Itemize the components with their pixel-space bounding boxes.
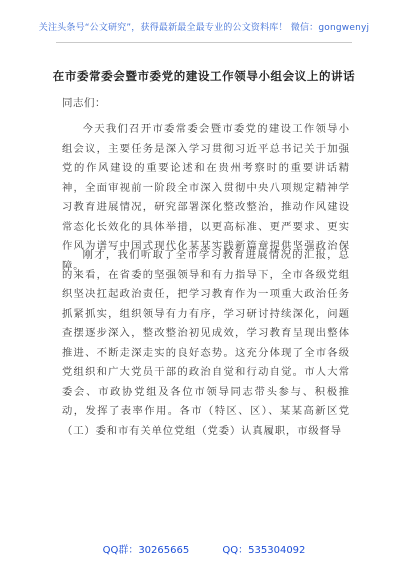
- header-banner: 关注头条号“公文研究”，获得最新最全最专业的公文资料库！ 微信：gongwenyj: [38, 23, 370, 33]
- header-divider: [56, 42, 352, 43]
- footer-qq: QQ：535304092: [222, 545, 306, 556]
- salutation: 同志们：: [62, 97, 106, 109]
- footer-qq-group: QQ群：30265665: [102, 545, 190, 556]
- document-title: 在市委常委会暨市委党的建设工作领导小组会议上的讲话: [52, 69, 356, 83]
- body-paragraph: 今天我们召开市委常委会暨市委党的建设工作领导小组会议，主要任务是深入学习贯彻习近平总书记关于加强党的作风建设的重要论述和在贵州考察时的重要讲话精神，全面审视前一阶段全市深入贯彻中央八项规定精神学习教育进展情况，研究部署深化整改整治，推动作风建设常态化长效化的具体举措，以更高标准、更严要求、更实作风为谱写中国式现代化某某实践新篇章提供坚强政治保障。: [62, 123, 350, 272]
- footer-contact: [0, 541, 408, 556]
- body-paragraph: 刚才，我们听取了全市学习教育进展情况的汇报，总的来看，在省委的坚强领导和有力指导下，全市各级党组织坚决扛起政治责任，把学习教育作为一项重大政治任务抓紧抓实，组织领导有力有序，学习研讨持续深化，问题查摆逐步深入，整改整治初见成效，学习教育呈现出整体推进、不断走深走实的良好态势。这充分体现了全市各级党组织和广大党员干部的政治自觉和行动自觉。市人大常委会、市政协党组及各位市领导同志带头参与、积极推动，发挥了表率作用。各市（特区、区）、某某高新区党（工）委和市有关单位党组（党委）认真履职，市级督导: [62, 249, 350, 437]
